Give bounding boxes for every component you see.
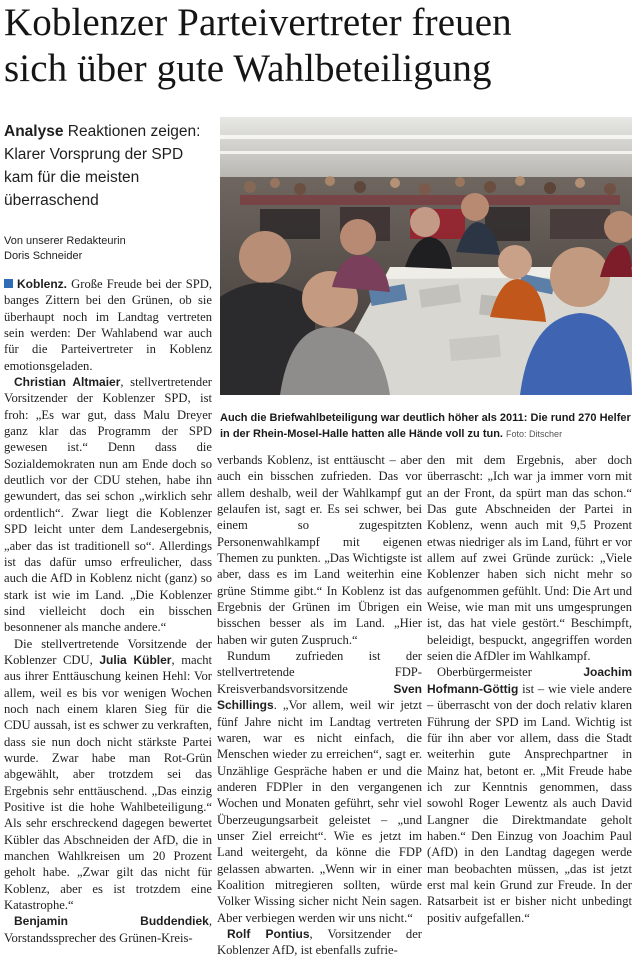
article-paragraph xyxy=(427,664,632,926)
article-paragraph xyxy=(217,926,422,959)
article-column-2 xyxy=(217,452,422,958)
counting-hall-photo xyxy=(220,117,632,395)
person-name: Julia Kübler xyxy=(99,652,172,667)
article-paragraph xyxy=(4,374,212,636)
photo-caption xyxy=(220,410,632,442)
paragraph-text: , Vorsitzender der Koblenzer AfD, ist ebenfalls zufrie- xyxy=(217,926,422,958)
paragraph-text: , stellvertretender Vorsitzender der Koblenzer SPD, ist froh: „Es war gut, dass Malu Dreyer ganz klar das Programm der SPD gewesen ist.“ Denn dass die Sozialdemokraten nun am Ende doch so deutlich vor der CDU stehen, habe ihn gewundert, das sei schon „wirklich sehr ordentlich“. Zwar liegt die Koblenzer SPD leicht unter dem Landesergebnis, „aber das ist traditionell so“. Allerdings ist das dafür umso erfreulicher, dass auch die AfD in Koblenz nicht (ganz) so stark ist wie im Land. „Die Koblenzer sind vielleicht doch ein bisschen besonnener als manche andere.“ xyxy=(4,375,212,635)
article-paragraph xyxy=(4,913,212,946)
paragraph-text: , macht aus ihrer Enttäuschung keinen Hehl: Vor allem, weil es bis vor wenigen Wochen noch nach einem klaren Sieg für die CDU aussah, ist es schwer zu verkraften, dass sie nun doch nicht stärkste Partei wurde. Zwar habe man Rot-Grün abgewählt, aber trotzdem sei das Ergebnis sehr enttäuschend. „Das einzig Positive ist die hohe Wahlbeteiligung.“ Als sehr erschreckend dagegen bewertet Kübler das Abschneiden der AfD, die in manchen Wahlkreisen um 20 Prozent geholt habe. „Zwar gilt das nicht für Koblenz, aber es ist trotzdem eine Katastrophe.“ xyxy=(4,652,212,913)
teaser xyxy=(4,120,212,212)
photo-caption-text: Auch die Briefwahlbeteiligung war deutlich höher als 2011: Die rund 270 Helfer in der Rhein-Mosel-Halle hatten alle Hände voll zu tun. xyxy=(220,412,631,440)
paragraph-text: Große Freude bei der SPD, banges Zittern bei den Grünen, ob sie überhaupt noch im Landtag vertreten sein werden: Der Wahlabend war auch für die Parteivertreter in Koblenz emotionsgeladen. xyxy=(4,277,212,373)
article-paragraph xyxy=(217,452,422,648)
article-column-1 xyxy=(4,276,212,945)
person-name: Benjamin Buddendiek xyxy=(14,914,209,929)
byline xyxy=(4,234,212,264)
byline-line-1: Von unserer Redakteurin xyxy=(4,235,126,247)
article-paragraph xyxy=(427,452,632,664)
section-marker-icon xyxy=(4,279,13,288)
teaser-text: Reaktionen zeigen: Klarer Vorsprung der SPD kam für die meisten überraschend xyxy=(4,123,201,209)
paragraph-text: Oberbürgermeister xyxy=(437,665,584,680)
dateline: Koblenz. xyxy=(17,277,67,291)
paragraph-text: Die stellvertretende Vorsitzende der Koblenzer CDU, xyxy=(4,636,212,667)
article-photo xyxy=(220,117,632,395)
headline xyxy=(4,0,630,92)
headline-line-1: Koblenzer Parteivertreter freuen xyxy=(4,1,512,44)
paragraph-text: verbands Koblenz, ist enttäuscht – aber auch ein bisschen zufrieden. Das vor allem deshalb, weil der Wahlkampf gut gelaufen ist, sagt er. Es sei schwer, bei einem so zugespitzten Personenwahlkampf mit eigenen Themen zu punkten. „Das Wichtigste ist aber, dass es im Land weiterhin eine grüne Stimme gibt.“ In Koblenz ist das Ergebnis der Grünen im Übrigen ein bisschen besser als im Land. „Hier haben wir guten Zuspruch.“ xyxy=(217,453,422,647)
person-name: Joachim Hofmann-Göttig xyxy=(427,665,632,696)
headline-line-2: sich über gute Wahlbeteiligung xyxy=(4,47,492,90)
person-name: Sven Schillings xyxy=(217,681,422,713)
person-name: Rolf Pontius xyxy=(227,926,310,941)
photo-credit: Foto: Ditscher xyxy=(506,429,563,439)
article-paragraph xyxy=(4,636,212,914)
teaser-kicker: Analyse xyxy=(4,123,64,140)
byline-author: Doris Schneider xyxy=(4,250,83,262)
paragraph-text: . „Vor allem, weil wir jetzt fünf Jahre nicht im Landtag vertreten waren, war es nicht einfach, die Menschen wieder zu erreichen“, sagt er. Unzählige Gespräche haben er und die anderen FDPler in den vergangenen Wochen und Monaten geführt, sehr viel Überzeugungsarbeit geleistet – „und unser Ziel erreicht“. Wie es jetzt im Land weitergeht, da könne die FDP gelassen abwarten. „Wenn wir in einer Koalition mitregieren sollten, würde Volker Wissing sicher nicht Nein sagen. Aber verbiegen werden wir uns nicht.“ xyxy=(217,698,422,925)
paragraph-text: den mit dem Ergebnis, aber doch überrascht: „Ich war ja immer vorn mit an der Front, da spürt man das schon.“ Das gute Abschneiden der Partei in Koblenz, wenn auch mit 9,5 Prozent etwas niedriger als im Land, führt er vor allem auf zwei Gründe zurück: „Viele Koblenzer haben sich nicht mehr so aufgenommen gefühlt. Und: Die Art und Weise, wie man mit uns umgesprungen ist, das hat viele gestört.“ Beschimpft, beleidigt, bespuckt, angegriffen worden seien die AfDler im Wahlkampf. xyxy=(427,453,632,664)
article-paragraph xyxy=(4,276,212,374)
person-name: Christian Altmaier xyxy=(14,375,121,390)
article-paragraph xyxy=(217,648,422,926)
paragraph-text: ist – wie viele andere – überrascht von der doch relativ klaren Führung der SPD im Land. Wichtig ist für ihn aber vor allem, dass die Stadt weiterhin gute Ansprechpartner in Mainz hat, betont er. „Mit Freude habe ich zur Kenntnis genommen, dass sowohl Roger Lewentz als auch David Langner die Direktmandate geholt haben.“ Den Einzug von Joachim Paul (AfD) in den Landtag dagegen werde man beobachten müssen, „das ist jetzt erst mal kein Grund zur Freude. In der Ratsarbeit ist er bisher nicht unbedingt positiv aufgefallen.“ xyxy=(427,681,632,925)
paragraph-text: Rundum zufrieden ist der stellvertretende FDP-Kreisverbandsvorsitzende xyxy=(217,649,422,696)
paragraph-text: , Vorstandssprecher des Grünen-Kreis- xyxy=(4,914,212,945)
article-column-3 xyxy=(427,452,632,933)
